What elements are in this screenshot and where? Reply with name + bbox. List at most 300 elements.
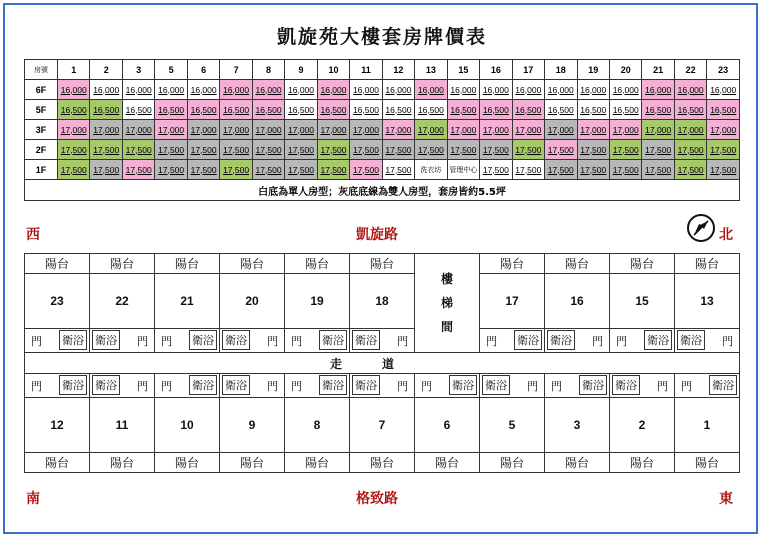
price-value: 17,500 [612,144,639,155]
price-value: 17,000 [93,124,120,135]
bathroom-label: 衛浴 [449,375,477,395]
price-value: 16,000 [223,84,250,95]
price-value: 16,500 [125,104,152,115]
floor-plan [24,253,740,473]
floor-label: 6F [25,80,58,100]
price-value: 17,000 [223,124,250,135]
price-value: 17,500 [645,164,672,175]
price-value: 17,500 [320,144,347,155]
bottom-number-row [25,398,740,453]
stairwell-char: 樓 [440,272,453,286]
price-cell [512,80,544,100]
price-cell [90,80,122,100]
price-value: 17,500 [710,144,737,155]
price-value: 16,500 [60,104,87,115]
price-value: 16,500 [385,104,412,115]
price-value: 管理中心 [449,166,478,174]
room-door-bath [675,329,740,353]
room-column-header: 7 [220,60,252,80]
price-cell [122,80,154,100]
bathroom-label: 衛浴 [612,375,640,395]
price-cell [58,140,90,160]
price-value: 16,000 [482,84,509,95]
price-cell [350,160,382,180]
price-value: 17,500 [417,144,444,155]
price-cell [90,140,122,160]
room-number: 11 [90,398,155,453]
price-header-row [25,60,740,80]
north-label: 北 [719,227,733,243]
room-door-bath [675,374,740,398]
room-number: 8 [285,398,350,453]
room-door-bath [480,374,545,398]
price-cell [220,80,252,100]
price-value: 17,500 [547,144,574,155]
room-number: 23 [25,274,90,329]
price-cell [220,120,252,140]
room-column-header: 2 [90,60,122,80]
bathroom-label: 衛浴 [319,330,347,350]
price-row [25,100,740,120]
price-value: 17,000 [60,124,87,135]
price-value: 17,500 [515,144,542,155]
price-cell [285,80,317,100]
bathroom-label: 衛浴 [59,330,87,350]
balcony-label: 陽台 [90,254,155,274]
stairwell [415,254,480,353]
price-cell [480,140,512,160]
room-number: 1 [675,398,740,453]
price-value: 16,500 [93,104,120,115]
room-door-bath [25,329,90,353]
price-row [25,140,740,160]
price-cell [512,160,544,180]
price-value: 16,500 [677,104,704,115]
price-value: 17,000 [515,124,542,135]
price-cell [252,140,284,160]
balcony-label: 陽台 [220,453,285,473]
door-label: 門 [267,335,278,348]
price-value: 17,500 [612,164,639,175]
price-cell [447,140,479,160]
balcony-label: 陽台 [545,453,610,473]
door-label: 門 [161,380,172,393]
price-cell [545,80,577,100]
price-value: 17,500 [645,144,672,155]
price-cell [577,140,609,160]
price-value: 16,000 [645,84,672,95]
door-label: 門 [551,380,562,393]
south-label: 南 [26,491,40,507]
price-cell [545,160,577,180]
price-cell [609,100,641,120]
compass-icon [686,213,716,243]
price-value: 17,000 [450,124,477,135]
price-cell [642,100,674,120]
price-value: 16,000 [515,84,542,95]
top-road-label: 凱旋路 [356,227,398,243]
room-column-header: 20 [609,60,641,80]
bathroom-label: 衛浴 [677,330,705,350]
price-cell [415,100,447,120]
room-column-header: 21 [642,60,674,80]
east-label: 東 [719,491,733,507]
floor-label: 1F [25,160,58,180]
room-number: 6 [415,398,480,453]
price-cell [447,160,479,180]
price-cell [447,120,479,140]
price-value: 16,000 [450,84,477,95]
room-number: 20 [220,274,285,329]
door-label: 門 [722,335,733,348]
door-label: 門 [161,335,172,348]
price-cell [480,160,512,180]
price-cell [609,80,641,100]
room-column-header: 6 [187,60,219,80]
price-cell [317,100,349,120]
balcony-label: 陽台 [90,453,155,473]
page-title: 凱旋苑大樓套房牌價表 [276,26,487,48]
price-value: 17,000 [385,124,412,135]
balcony-label: 陽台 [155,254,220,274]
price-cell [382,140,414,160]
price-value: 17,500 [352,144,379,155]
price-value: 17,500 [125,164,152,175]
price-cell [155,80,187,100]
price-cell [350,100,382,120]
bottom-road-label: 格致路 [356,491,398,507]
price-value: 17,000 [677,124,704,135]
price-cell [285,140,317,160]
price-value: 17,500 [158,144,185,155]
room-door-bath [610,329,675,353]
price-cell [187,120,219,140]
room-column-header: 1 [58,60,90,80]
price-cell [545,140,577,160]
room-column-header: 3 [122,60,154,80]
price-cell [415,160,447,180]
room-door-bath [285,329,350,353]
price-value: 17,500 [515,164,542,175]
price-cell [480,100,512,120]
stairwell-char: 間 [440,320,453,334]
price-value: 17,500 [223,144,250,155]
price-value: 16,000 [158,84,185,95]
price-cell [415,120,447,140]
price-cell [642,140,674,160]
room-door-bath [220,329,285,353]
price-cell [707,140,740,160]
balcony-label: 陽台 [480,254,545,274]
price-cell [252,100,284,120]
price-value: 17,500 [482,164,509,175]
price-value: 17,000 [612,124,639,135]
balcony-label: 陽台 [480,453,545,473]
bathroom-label: 衛浴 [352,330,380,350]
room-column-header: 17 [512,60,544,80]
bathroom-label: 衛浴 [579,375,607,395]
price-cell [220,140,252,160]
door-label: 門 [397,380,408,393]
bathroom-label: 衛浴 [222,330,250,350]
price-value: 16,000 [580,84,607,95]
room-number: 17 [480,274,545,329]
bathroom-label: 衛浴 [222,375,250,395]
room-door-bath [415,374,480,398]
price-cell [447,80,479,100]
corridor-label: 走道 [25,353,740,374]
room-column-header: 10 [317,60,349,80]
price-cell [577,160,609,180]
room-column-header: 13 [415,60,447,80]
price-value: 16,500 [320,104,347,115]
price-value: 17,500 [93,144,120,155]
price-value: 17,500 [125,144,152,155]
price-value: 17,000 [320,124,347,135]
price-value: 16,000 [417,84,444,95]
price-cell [58,120,90,140]
price-value: 17,500 [677,144,704,155]
price-value: 16,000 [255,84,282,95]
balcony-label: 陽台 [155,453,220,473]
price-value: 16,000 [612,84,639,95]
stairwell-char: 梯 [440,296,453,310]
bathroom-label: 衛浴 [189,330,217,350]
price-value: 17,500 [60,164,87,175]
bathroom-label: 衛浴 [482,375,510,395]
price-cell [707,80,740,100]
price-value: 17,500 [580,164,607,175]
room-door-bath [155,329,220,353]
door-label: 門 [657,380,668,393]
room-number: 22 [90,274,155,329]
room-number: 7 [350,398,415,453]
price-value: 16,500 [547,104,574,115]
price-cell [90,120,122,140]
price-value: 16,500 [612,104,639,115]
room-door-bath [285,374,350,398]
price-row [25,80,740,100]
price-value: 17,000 [710,124,737,135]
price-value: 17,500 [255,144,282,155]
top-balcony-row [25,254,740,274]
price-value: 16,500 [450,104,477,115]
price-cell [674,160,706,180]
price-cell [447,100,479,120]
price-value: 16,500 [190,104,217,115]
price-cell [350,140,382,160]
price-value: 17,500 [385,164,412,175]
price-cell [58,100,90,120]
price-cell [480,80,512,100]
price-value: 16,000 [125,84,152,95]
room-door-bath [545,329,610,353]
price-cell [512,100,544,120]
balcony-label: 陽台 [610,453,675,473]
price-value: 17,000 [288,124,315,135]
room-column-header: 8 [252,60,284,80]
west-label: 西 [26,227,40,243]
price-cell [317,80,349,100]
bathroom-label: 衛浴 [514,330,542,350]
balcony-label: 陽台 [25,453,90,473]
room-door-bath [350,329,415,353]
price-cell [480,120,512,140]
door-label: 門 [267,380,278,393]
balcony-label: 陽台 [415,453,480,473]
price-row [25,120,740,140]
price-value: 17,500 [482,144,509,155]
price-value: 16,500 [158,104,185,115]
price-cell [382,80,414,100]
price-cell [545,120,577,140]
price-cell [187,80,219,100]
price-value: 17,000 [352,124,379,135]
price-cell [187,100,219,120]
price-table [24,59,740,201]
price-value: 16,500 [645,104,672,115]
door-label: 門 [137,380,148,393]
floor-label: 3F [25,120,58,140]
price-cell [674,140,706,160]
price-value: 16,000 [710,84,737,95]
price-value: 17,500 [190,144,217,155]
top-door-row [25,329,740,353]
balcony-label: 陽台 [285,453,350,473]
price-cell [187,140,219,160]
price-cell [58,80,90,100]
bathroom-label: 衛浴 [352,375,380,395]
price-cell [609,140,641,160]
room-column-header: 19 [577,60,609,80]
price-cell [642,80,674,100]
balcony-label: 陽台 [25,254,90,274]
floor-label: 5F [25,100,58,120]
top-number-row [25,274,740,329]
price-cell [350,80,382,100]
room-number: 16 [545,274,610,329]
price-value: 16,500 [255,104,282,115]
price-value: 16,000 [60,84,87,95]
bathroom-label: 衛浴 [319,375,347,395]
room-number: 9 [220,398,285,453]
door-label: 門 [397,335,408,348]
price-cell [642,160,674,180]
price-value: 17,500 [60,144,87,155]
price-value: 17,000 [417,124,444,135]
room-number: 18 [350,274,415,329]
price-cell [187,160,219,180]
price-cell [122,140,154,160]
price-cell [155,160,187,180]
price-cell [577,80,609,100]
price-cell [674,120,706,140]
balcony-label: 陽台 [675,453,740,473]
price-value: 17,500 [580,144,607,155]
price-cell [252,160,284,180]
room-column-header: 16 [480,60,512,80]
bottom-balcony-row [25,453,740,473]
price-cell [415,140,447,160]
room-number: 19 [285,274,350,329]
balcony-label: 陽台 [220,254,285,274]
room-number: 21 [155,274,220,329]
price-value: 16,500 [223,104,250,115]
price-cell [545,100,577,120]
price-cell [707,160,740,180]
room-door-bath [25,374,90,398]
bathroom-label: 衛浴 [59,375,87,395]
bathroom-label: 衛浴 [92,330,120,350]
room-door-bath [545,374,610,398]
price-cell [707,100,740,120]
room-door-bath [90,374,155,398]
price-value: 16,500 [288,104,315,115]
price-value: 洗衣坊 [420,166,442,174]
room-column-header: 15 [447,60,479,80]
price-cell [609,120,641,140]
price-cell [512,140,544,160]
price-value: 16,500 [580,104,607,115]
price-cell [674,80,706,100]
price-cell [122,120,154,140]
door-label: 門 [421,380,432,393]
price-value: 17,500 [547,164,574,175]
price-row [25,160,740,180]
price-cell [382,160,414,180]
room-number: 2 [610,398,675,453]
room-column-header: 18 [545,60,577,80]
price-value: 16,000 [677,84,704,95]
price-cell [317,120,349,140]
price-cell [155,100,187,120]
price-value: 16,500 [417,104,444,115]
price-value: 16,000 [385,84,412,95]
price-value: 16,000 [352,84,379,95]
price-value: 16,000 [93,84,120,95]
door-label: 門 [291,380,302,393]
price-cell [90,100,122,120]
door-label: 門 [31,335,42,348]
price-value: 17,000 [255,124,282,135]
price-cell [317,140,349,160]
room-column-header: 12 [382,60,414,80]
price-cell [122,160,154,180]
price-value: 17,500 [288,144,315,155]
price-value: 16,000 [547,84,574,95]
price-value: 16,000 [190,84,217,95]
price-value: 17,000 [482,124,509,135]
price-cell [90,160,122,180]
price-cell [609,160,641,180]
price-value: 16,500 [515,104,542,115]
price-value: 17,500 [93,164,120,175]
price-value: 17,000 [580,124,607,135]
price-cell [350,120,382,140]
room-door-bath [480,329,545,353]
price-value: 17,500 [385,144,412,155]
room-door-bath [155,374,220,398]
price-cell [252,80,284,100]
price-cell [285,120,317,140]
price-cell [707,120,740,140]
price-value: 16,500 [710,104,737,115]
price-cell [415,80,447,100]
price-value: 17,000 [547,124,574,135]
price-cell [252,120,284,140]
price-cell [642,120,674,140]
price-cell [58,160,90,180]
